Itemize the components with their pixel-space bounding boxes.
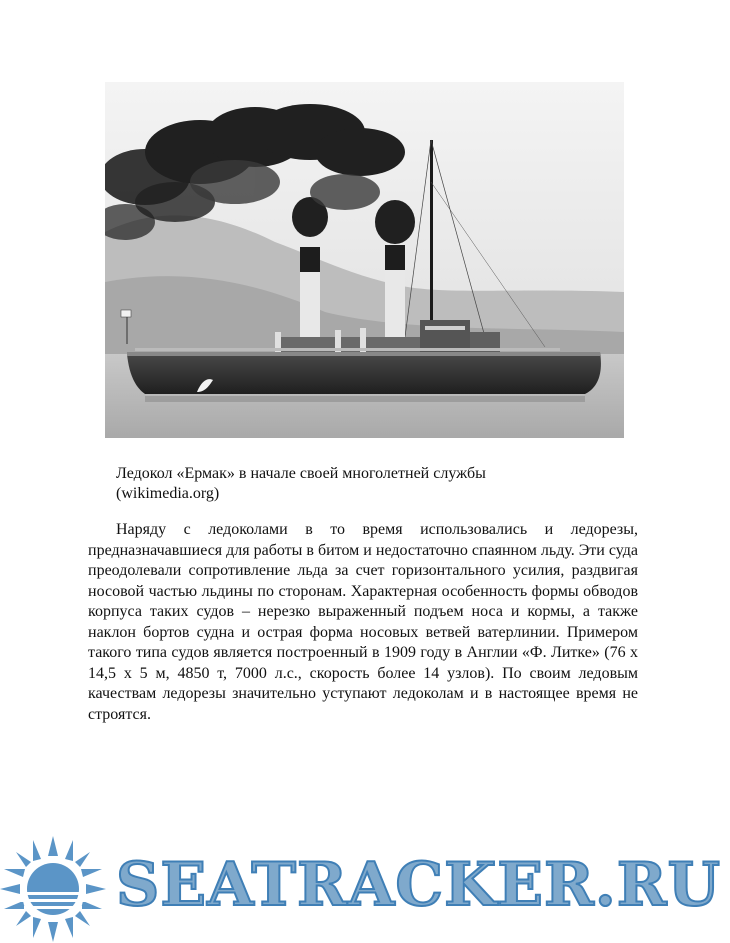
figure-caption	[116, 464, 636, 504]
watermark-text: SEATRACKER.RU	[116, 850, 721, 920]
caption-source: (wikimedia.org)	[116, 485, 220, 502]
caption-title: Ледокол «Ермак» в начале своей многолетней службы	[116, 465, 486, 482]
body-paragraph: Наряду с ледоколами в то время использовались и ледорезы, предназначавшиеся для работы в битом и недостаточно спаянном льду. Эти суда преодолевали сопротивление льда за счет горизонтального усилия, раздвигая носовой частью льдины по сторонам. Характерная особенность формы обводов корпуса таких судов – нерезко выраженный подъем носа и кормы, а также наклон бортов судна и острая форма носовых ветвей ватерлинии. Примером такого типа судов является построенный в 1909 году в Англии «Ф. Литке» (76 х 14,5 х 5 м, 4850 т, 7000 л.с., скорость более 14 узлов). По своим ледовым качествам ледорезы значительно уступают ледоколам и в настоящее время не строятся.	[88, 521, 638, 723]
icebreaker-photo	[105, 82, 624, 438]
sun-logo-icon	[0, 836, 110, 943]
